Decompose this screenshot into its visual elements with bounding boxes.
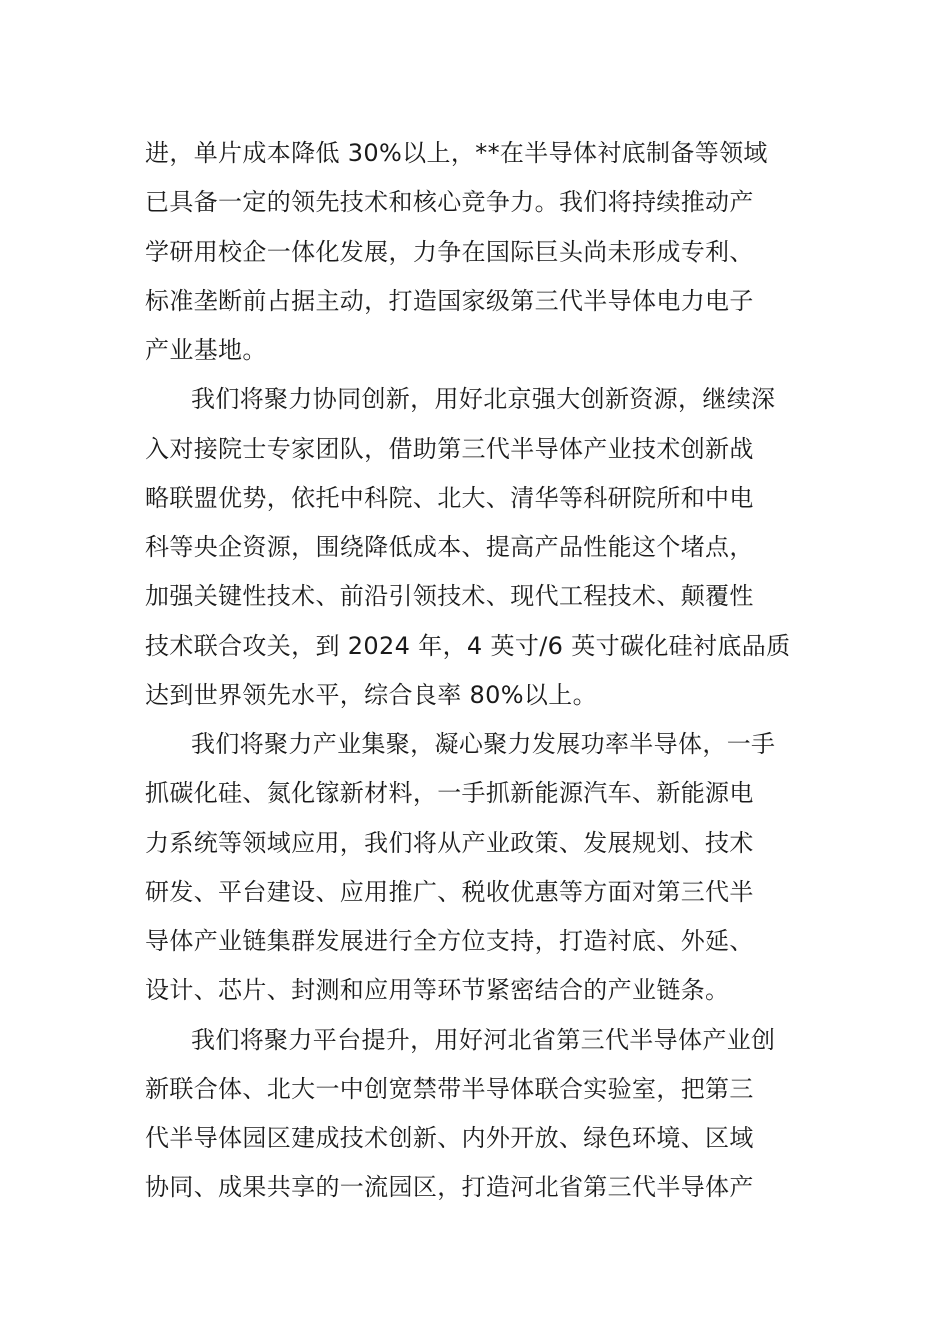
text-line: 代半导体园区建成技术创新、内外开放、绿色环境、区域 <box>145 1124 754 1152</box>
text-line: 产业基地。 <box>145 336 267 364</box>
text-line: 略联盟优势，依托中科院、北大、清华等科研院所和中电 <box>145 483 754 512</box>
text-line: 导体产业链集群发展进行全方位支持，打造衬底、外延、 <box>145 927 754 955</box>
text-line: 设计、芯片、封测和应用等环节紧密结合的产业链条。 <box>145 976 730 1005</box>
text-line: 标准垄断前占据主动，打造国家级第三代半导体电力电子 <box>145 286 754 315</box>
text-line: 抓碳化硅、氮化镓新材料，一手抓新能源汽车、新能源电 <box>145 779 754 808</box>
text-line: 达到世界领先水平，综合良率 80%以上。 <box>145 680 597 709</box>
paragraph-start-line: 我们将聚力平台提升，用好河北省第三代半导体产业创 <box>191 1025 776 1054</box>
paragraph-start-line: 我们将聚力产业集聚，凝心聚力发展功率半导体，一手 <box>191 730 776 758</box>
text-line: 学研用校企一体化发展，力争在国际巨头尚未形成专利、 <box>145 237 754 266</box>
text-line: 科等央企资源，围绕降低成本、提高产品性能这个堵点， <box>145 533 754 561</box>
text-line: 协同、成果共享的一流园区，打造河北省第三代半导体产 <box>145 1173 754 1202</box>
text-line: 新联合体、北大一中创宽禁带半导体联合实验室，把第三 <box>145 1074 754 1103</box>
text-line: 力系统等领域应用，我们将从产业政策、发展规划、技术 <box>145 828 754 857</box>
paragraph-start-line: 我们将聚力协同创新，用好北京强大创新资源，继续深 <box>191 385 776 414</box>
text-line: 研发、平台建设、应用推广、税收优惠等方面对第三代半 <box>145 877 754 906</box>
text-line: 技术联合攻关，到 2024 年，4 英寸/6 英寸碳化硅衬底品质 <box>145 631 791 660</box>
text-line: 入对接院士专家团队，借助第三代半导体产业技术创新战 <box>145 434 754 463</box>
text-line: 进，单片成本降低 30%以上，**在半导体衬底制备等领域 <box>145 139 768 167</box>
text-line: 加强关键性技术、前沿引领技术、现代工程技术、颠覆性 <box>145 582 754 611</box>
body-text <box>145 129 815 1213</box>
text-line: 已具备一定的领先技术和核心竞争力。我们将持续推动产 <box>145 188 754 217</box>
